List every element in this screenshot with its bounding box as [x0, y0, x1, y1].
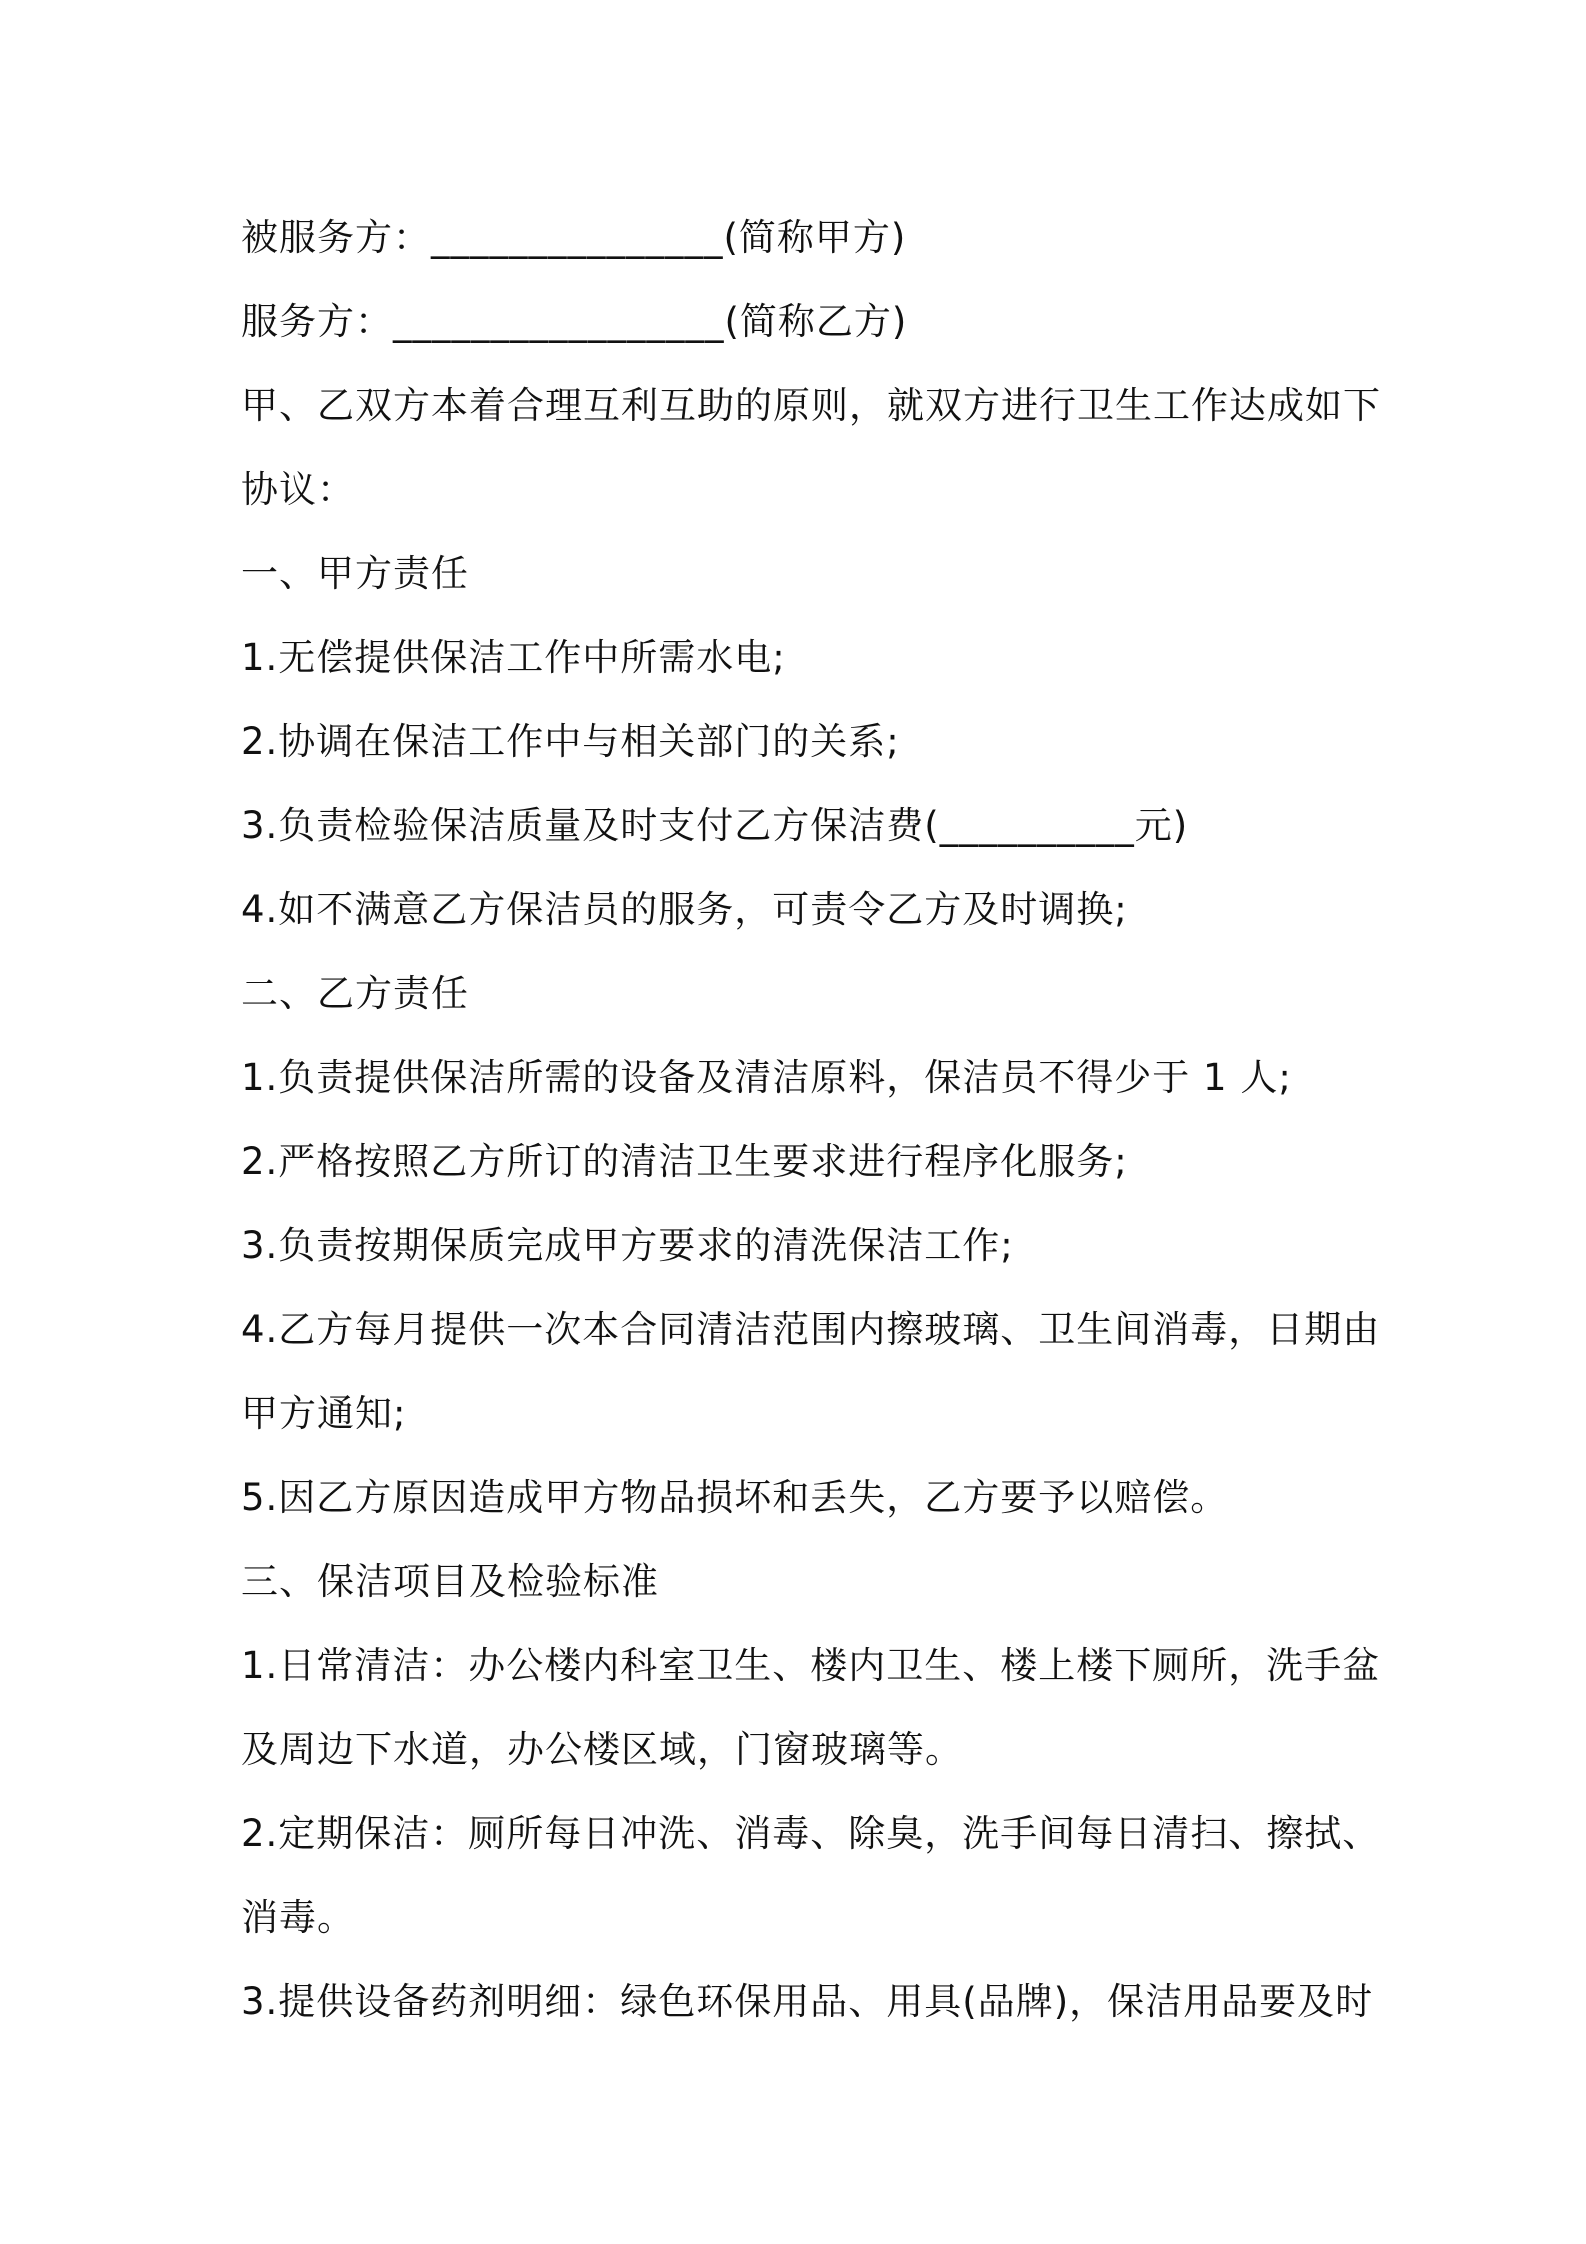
party-b-item-2: 2.严格按照乙方所订的清洁卫生要求进行程序化服务;: [241, 1140, 1128, 1183]
preamble-line-2: 协议：: [241, 468, 355, 511]
party-a-item-2: 2.协调在保洁工作中与相关部门的关系;: [241, 720, 900, 763]
party-a-item-3: 3.负责检验保洁质量及时支付乙方保洁费(__________元): [241, 804, 1189, 847]
party-b-line: 服务方：_________________(简称乙方): [241, 300, 908, 343]
cleaning-item-1-line-2: 及周边下水道，办公楼区域，门窗玻璃等。: [241, 1728, 963, 1771]
party-a-item-1: 1.无偿提供保洁工作中所需水电;: [241, 636, 786, 679]
section-heading-party-b: 二、乙方责任: [241, 972, 469, 1015]
party-b-item-1: 1.负责提供保洁所需的设备及清洁原料，保洁员不得少于 1 人;: [241, 1056, 1292, 1099]
contract-page: [241, 196, 1381, 2044]
section-heading-party-a: 一、甲方责任: [241, 552, 469, 595]
party-b-item-3: 3.负责按期保质完成甲方要求的清洗保洁工作;: [241, 1224, 1014, 1267]
party-b-item-5: 5.因乙方原因造成甲方物品损坏和丢失，乙方要予以赔偿。: [241, 1476, 1229, 1519]
cleaning-item-3-line-1: 3.提供设备药剂明细：绿色环保用品、用具(品牌)，保洁用品要及时: [241, 1980, 1374, 2023]
party-a-line: 被服务方：_______________(简称甲方): [241, 216, 907, 259]
party-b-item-4-line-2: 甲方通知;: [241, 1392, 407, 1435]
party-b-item-4-line-1: 4.乙方每月提供一次本合同清洁范围内擦玻璃、卫生间消毒，日期由: [241, 1308, 1381, 1351]
section-heading-cleaning-items: 三、保洁项目及检验标准: [241, 1560, 659, 1603]
cleaning-item-2-line-2: 消毒。: [241, 1896, 355, 1939]
cleaning-item-1-line-1: 1.日常清洁：办公楼内科室卫生、楼内卫生、楼上楼下厕所，洗手盆: [241, 1644, 1381, 1687]
cleaning-item-2-line-1: 2.定期保洁：厕所每日冲洗、消毒、除臭，洗手间每日清扫、擦拭、: [241, 1812, 1381, 1855]
preamble-line-1: 甲、乙双方本着合理互利互助的原则，就双方进行卫生工作达成如下: [241, 384, 1381, 427]
party-a-item-4: 4.如不满意乙方保洁员的服务，可责令乙方及时调换;: [241, 888, 1128, 931]
